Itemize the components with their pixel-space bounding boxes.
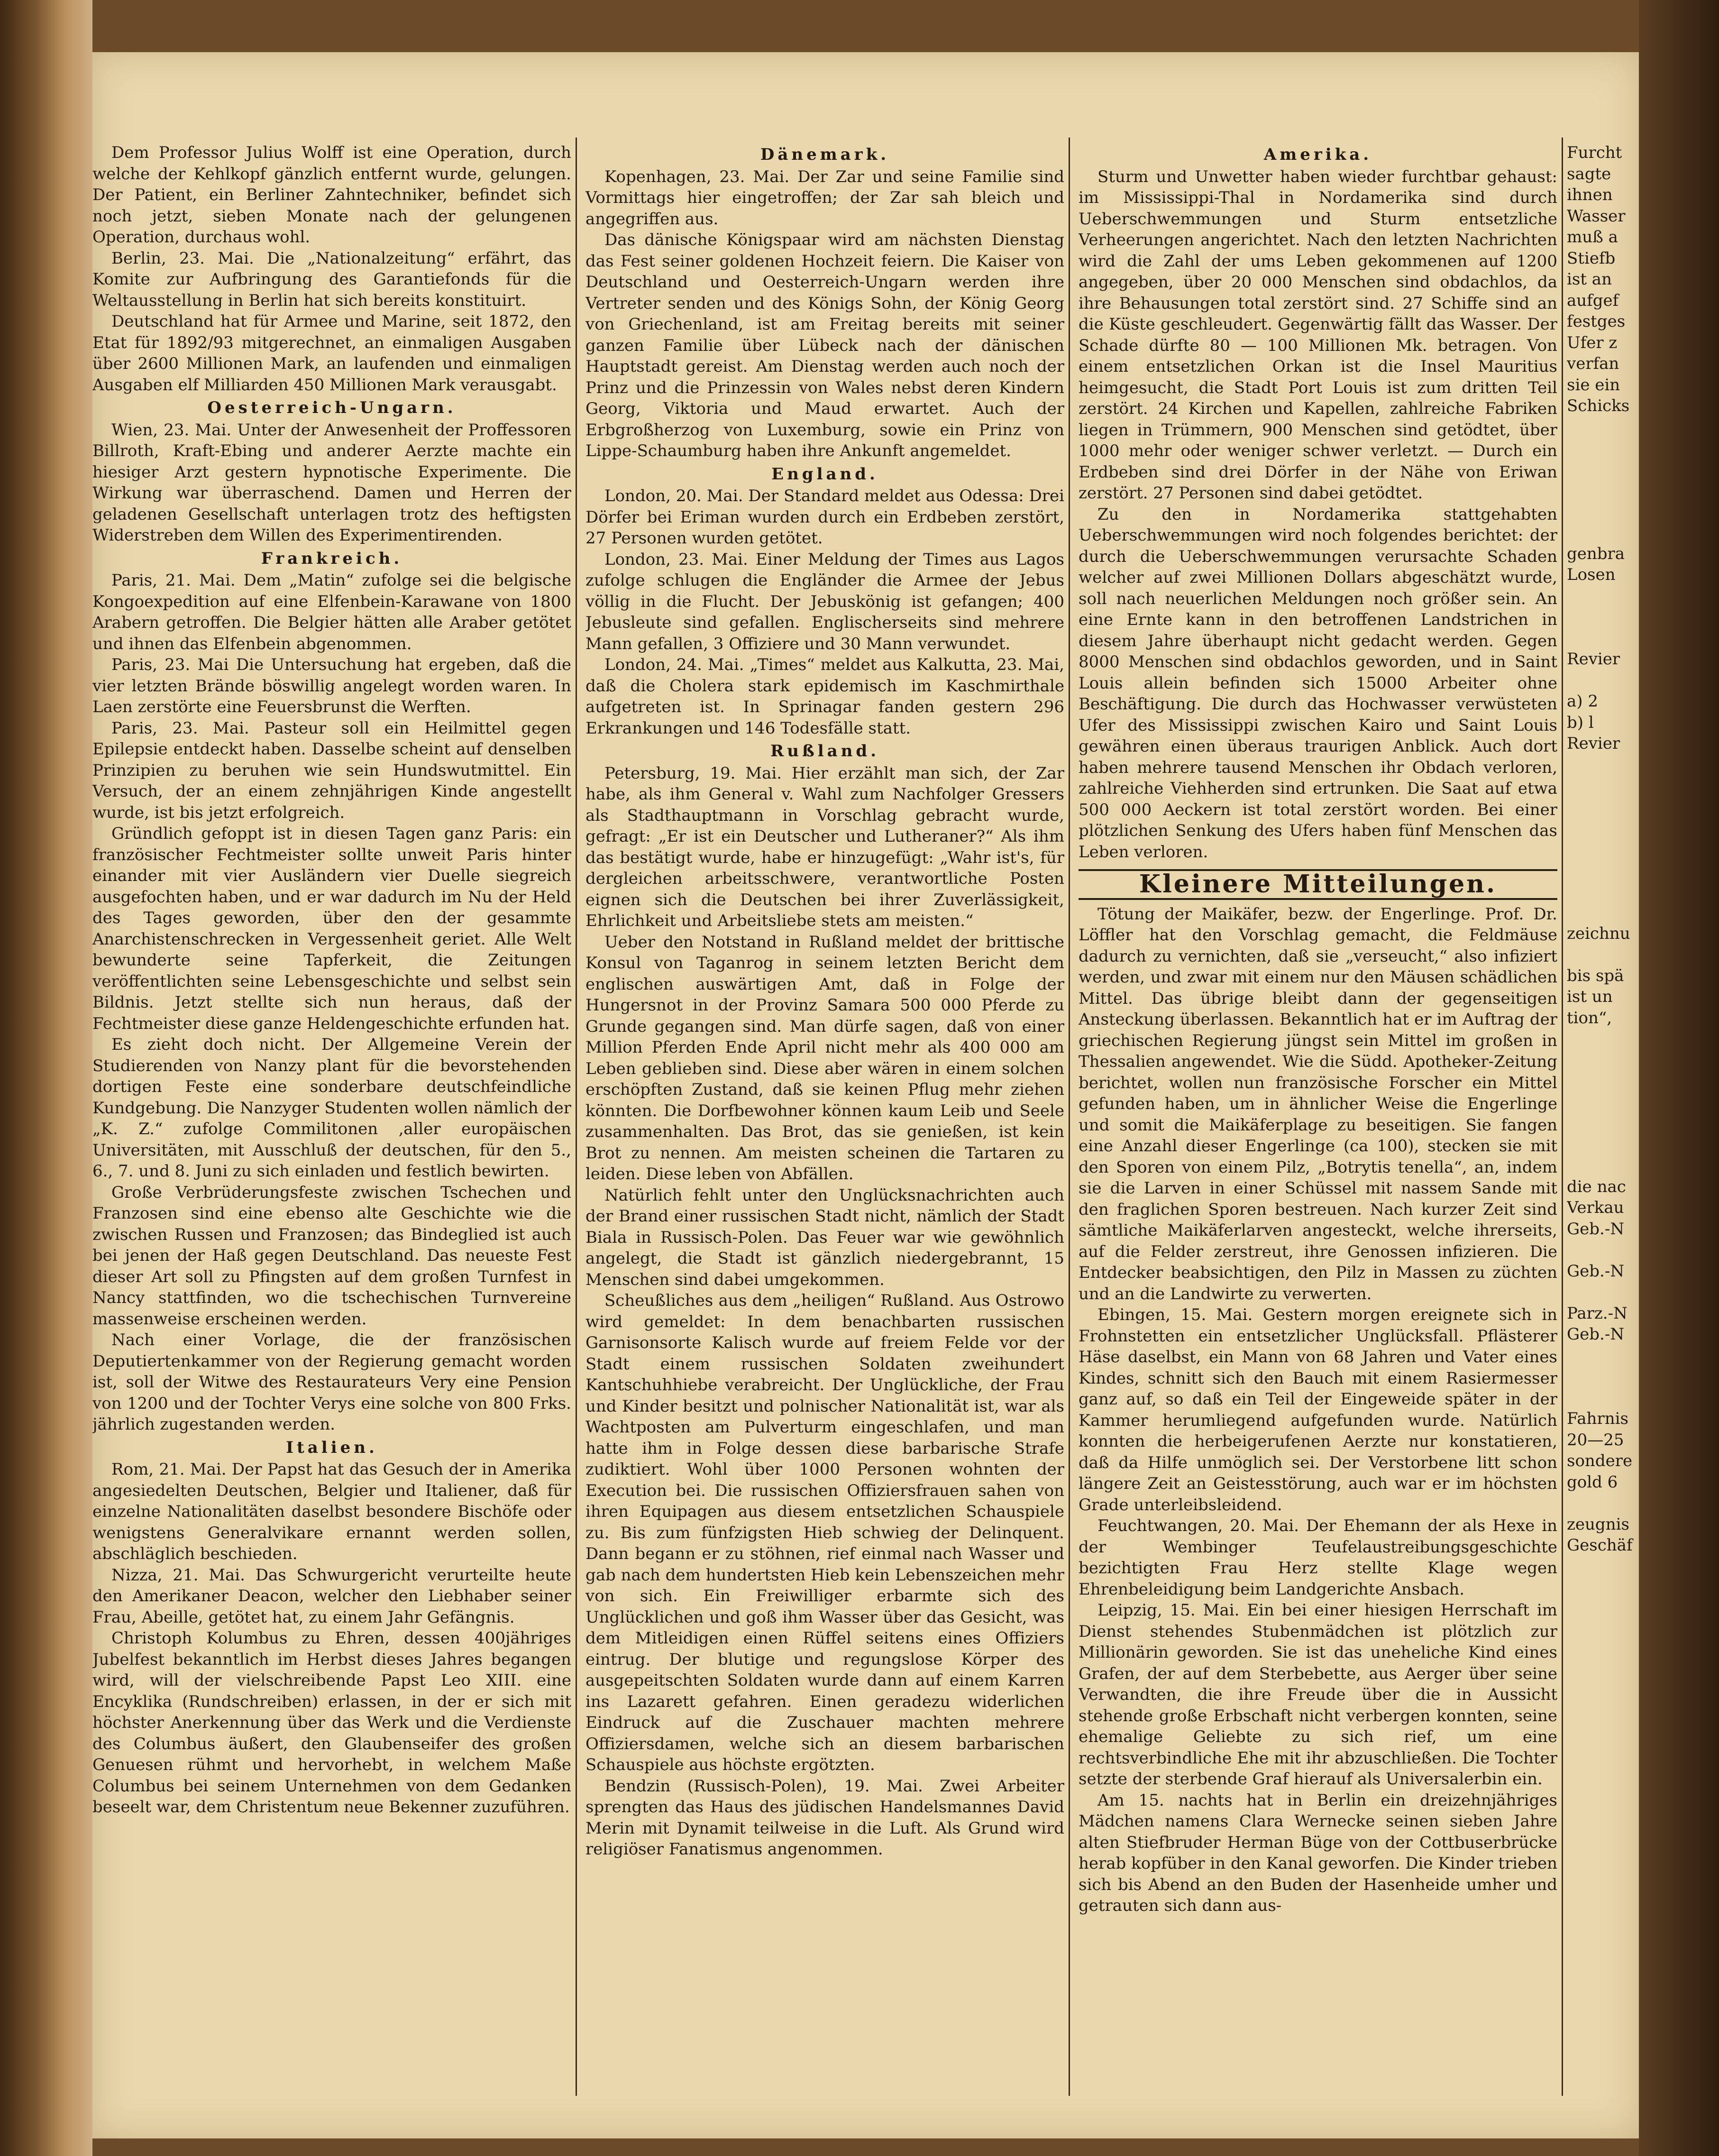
fragment-line: Geb.-N bbox=[1567, 1219, 1625, 1239]
article-paragraph: Zu den in Nordamerika stattgehabten Ueberschwemmungen wird noch folgendes berichtet: der durch die Ueberschwemmungen verursachte Schaden welcher auf zwei Millionen Dollars abgeschätzt wurde, soll nach neuerlichen Meldungen noch größer sein. An eine Ernte kann in den betroffenen Landstrichen in diesem Jahre überhaupt nicht gedacht werden. Gegen 8000 Menschen sind obdachlos geworden, und in Saint Louis allein befinden sich 15000 Arbeiter ohne Beschäftigung. Die durch das Hochwasser verwüsteten Ufer des Mississippi zwischen Kairo und Saint Louis gewähren einen überaus traurigen Anblick. Auch dort haben mehrere tausend Menschen ihr Obdach verloren, zahlreiche Viehherden sind ertrunken. Die Saat auf etwa 500 000 Aeckern ist total zerstört worden. Bei einer plötzlichen Senkung des Ufers haben fünf Menschen das Leben verloren. bbox=[1079, 505, 1557, 862]
fragment-line: ist un bbox=[1567, 987, 1613, 1006]
fragment-line: zeichnu bbox=[1567, 924, 1630, 943]
article-paragraph: London, 20. Mai. Der Standard meldet aus Odessa: Drei Dörfer bei Eriman wurden durch ein Erdbeben zerstört, 27 Personen wurden getötet. bbox=[585, 486, 1064, 548]
fragment-line: verfan bbox=[1567, 354, 1619, 373]
article-paragraph: Bendzin (Russisch-Polen), 19. Mai. Zwei Arbeiter sprengten das Haus des jüdischen Handelsmannes David Merin mit Dynamit teilweise in die Luft. Als Grund wird religiöser Fanatismus angenommen. bbox=[585, 1776, 1064, 1859]
article-paragraph: Ueber den Notstand in Rußland meldet der brittische Konsul von Taganrog in seinem letzten Bericht dem englischen auswärtigen Amt, daß in Folge der Hungersnot in der Provinz Samara 500 000 Pferde zu Grunde gegangen sind. Man dürfe sagen, daß von einer Million Pferden Ende April nicht mehr als 400 000 am Leben geblieben sind. Diese aber wären in einem solchen erschöpften Zustand, daß sie keinen Pflug mehr ziehen könnten. Die Dorfbewohner können kaum Leib und Seele zusammenhalten. Das Brot, das sie genießen, ist kein Brot zu nennen. Am meisten scheinen die Tartaren zu leiden. Diese leben von Abfällen. bbox=[585, 932, 1064, 1184]
book-spine bbox=[0, 0, 92, 2156]
section-heading: Amerika. bbox=[1263, 145, 1372, 164]
column-divider bbox=[576, 138, 577, 2096]
fragment-line bbox=[1567, 438, 1639, 459]
fragment-line bbox=[1567, 775, 1639, 797]
fragment-line: Wasser bbox=[1567, 206, 1626, 226]
article-paragraph: Nach einer Vorlage, die der französischen Deputiertenkammer von der Regierung gemacht worden ist, soll der Witwe des Restaurateurs Very eine Pension von 1200 und der Tochter Verys eine solche von 800 Frks. jährlich zugestanden werden. bbox=[92, 1330, 571, 1434]
fragment-line: Schicks bbox=[1567, 396, 1630, 415]
fragment-line: genbra bbox=[1567, 544, 1625, 563]
fragment-line bbox=[1567, 1092, 1639, 1113]
fragment-line bbox=[1567, 670, 1639, 691]
fragment-line: Losen bbox=[1567, 565, 1616, 584]
article-paragraph: Paris, 23. Mai. Pasteur soll ein Heilmittel gegen Epilepsie entdeckt haben. Dasselbe scheint auf denselben Prinzipien zu beruhen wie sein Hundswutmittel. Ein Versuch, der an einem zehnjährigen Kinde angestellt wurde, ist bis jetzt erfolgreich. bbox=[92, 718, 571, 822]
section-heading: Oesterreich-Ungarn. bbox=[207, 398, 457, 417]
fragment-line bbox=[1567, 754, 1639, 776]
article-paragraph: Nizza, 21. Mai. Das Schwurgericht verurteilte heute den Amerikaner Deacon, welcher den Liebhaber seiner Frau, Abeille, getötet hat, zu einem Jahr Gefängnis. bbox=[92, 1565, 571, 1627]
fragment-line: muß a bbox=[1567, 228, 1618, 247]
article-paragraph: Scheußliches aus dem „heiligen“ Rußland. Aus Ostrowo wird gemeldet: In dem benachbarten russischen Garnisonsorte Kalisch wurde auf freiem Felde vor der Stadt einem russischen Soldaten zweihundert Kantschuhhiebe verabreicht. Der Unglückliche, der Frau und Kinder besitzt und polnischer Nationalität ist, war als Wachtposten am Pulverturm eingeschlafen, und man hatte ihm in Folge dessen diese barbarische Strafe zudiktiert. Wohl über 1000 Personen wohnten der Execution bei. Die russischen Offiziersfrauen sahen von ihren Equipagen aus diesem entsetzlichen Schauspiele zu. Bis zum fünfzigsten Hieb schwieg der Delinquent. Dann begann er zu stöhnen, rief einmal nach Wasser und gab nach dem hundertsten Hieb kein Lebenszeichen mehr von sich. Ein Freiwilliger erbarmte sich des Unglücklichen und goß ihm Wasser über das Gesicht, was dem Mitleidigen einen Rüffel seitens eines Offiziers eintrug. Der blutige und regungslose Körper des ausgepeitschten Soldaten wurde dann auf einem Karren ins Lazarett gefahren. Einen geradezu widerlichen Eindruck auf die Zuschauer machten mehrere Offiziersdamen, welche sich an diesem barbarischen Schauspiele aus höchste ergötzten. bbox=[585, 1291, 1064, 1774]
fragment-line bbox=[1567, 459, 1639, 480]
fragment-line: Revier bbox=[1567, 650, 1620, 669]
section-heading: Rußland. bbox=[770, 742, 880, 761]
fragment-line bbox=[1567, 501, 1639, 523]
fragment-line: Fahrnis bbox=[1567, 1409, 1628, 1428]
fragment-line bbox=[1567, 628, 1639, 649]
fragment-line: tion“, bbox=[1567, 1008, 1612, 1028]
fragment-line: Geschäf bbox=[1567, 1536, 1633, 1555]
fragment-line bbox=[1567, 1387, 1639, 1409]
fragment-line bbox=[1567, 522, 1639, 543]
fragment-line: Ufer z bbox=[1567, 333, 1618, 352]
article-paragraph: London, 24. Mai. „Times“ meldet aus Kalkutta, 23. Mai, daß die Cholera stark epidemisch im Kaschmirthale aufgetreten ist. In Sprinagar fanden gestern 296 Erkrankungen und 146 Todesfälle statt. bbox=[585, 655, 1064, 738]
fragment-line bbox=[1567, 1366, 1639, 1387]
section-heading: England. bbox=[771, 464, 878, 484]
fragment-line bbox=[1567, 1071, 1639, 1092]
fragment-line: ist an bbox=[1567, 270, 1612, 289]
fragment-line bbox=[1567, 817, 1639, 839]
fragment-line bbox=[1567, 1345, 1639, 1367]
fragment-line: a) 2 bbox=[1567, 692, 1598, 711]
fragment-line bbox=[1567, 860, 1639, 881]
section-heading: Italien. bbox=[286, 1438, 378, 1457]
fragment-line: Furcht bbox=[1567, 143, 1622, 162]
article-paragraph: Berlin, 23. Mai. Die „Nationalzeitung“ erfährt, das Komite zur Aufbringung des Garantiefonds für die Weltausstellung in Berlin hat sich bereits konstituirt. bbox=[92, 248, 571, 310]
fragment-line bbox=[1567, 1050, 1639, 1071]
fragment-line: Stiefb bbox=[1567, 248, 1616, 268]
fragment-line bbox=[1567, 797, 1639, 818]
fragment-line bbox=[1567, 902, 1639, 923]
fragment-line bbox=[1567, 839, 1639, 860]
article-paragraph: Dem Professor Julius Wolff ist eine Operation, durch welche der Kehlkopf gänzlich entfernt wurde, gelungen. Der Patient, ein Berliner Zahntechniker, befindet sich noch jetzt, sieben Monate nach der gelungenen Operation, durchaus wohl. bbox=[92, 143, 571, 247]
fragment-line: sagte bbox=[1567, 164, 1611, 183]
article-paragraph: Paris, 21. Mai. Dem „Matin“ zufolge sei die belgische Kongoexpedition auf eine Elfenbein-Karawane von 1800 Arabern getroffen. Die Belgier hätten alle Araber getötet und ihnen das Elfenbein abgenommen. bbox=[92, 571, 571, 653]
article-paragraph: Kopenhagen, 23. Mai. Der Zar und seine Familie sind Vormittags hier eingetroffen; der Zar sah bleich und angegriffen aus. bbox=[585, 167, 1064, 229]
article-paragraph: Petersburg, 19. Mai. Hier erzählt man sich, der Zar habe, als ihm General v. Wahl zum Nachfolger Gressers als Stadthauptmann in Vorschlag gebracht wurde, gefragt: „Er ist ein Deutscher und Lutheraner?“ Als ihm das bestätigt wurde, habe er hinzugefügt: „Wahr ist's, für dergleichen arbeitsschwere, verantwortliche Posten eignen sich die Deutschen bei ihrer Zuverlässigkeit, Ehrlichkeit und Arbeitsliebe stets am meisten.“ bbox=[585, 763, 1064, 930]
column-divider bbox=[1562, 138, 1563, 2096]
fragment-line: Parz.-N bbox=[1567, 1303, 1628, 1323]
fragment-line: festges bbox=[1567, 312, 1626, 331]
article-paragraph: Ebingen, 15. Mai. Gestern morgen ereignete sich in Frohnstetten ein entsetzlicher Unglücksfall. Pflästerer Häse daselbst, ein Mann von 68 Jahren und Vater eines Kindes, schnitt sich den Bauch mit einem Rasiermesser ganz auf, so daß ein Teil der Eingeweide später in der Kammer herumliegend aufgefunden wurde. Natürlich konnten die herbeigerufenen Aerzte nur konstatieren, daß da Hilfe unmöglich sei. Der Verstorbene litt schon längere Zeit an Geistesstörung, auch war er im höchsten Grade unterleibsleidend. bbox=[1079, 1305, 1557, 1514]
article-paragraph: Sturm und Unwetter haben wieder furchtbar gehaust: im Mississippi-Thal in Nordamerika sind durch Ueberschwemmungen und Sturm entsetzliche Verheerungen angerichtet. Nach den letzten Nachrichten wird die Zahl der ums Leben gekommenen auf 1200 angegeben, über 20 000 Menschen sind obdachlos, da ihre Behausungen total zerstört sind. 27 Schiffe sind an die Küste geschleudert. Gegenwärtig fällt das Wasser. Der Schade dürfte 80 — 100 Millionen Mk. betragen. Von einem entsetzlichen Orkan ist die Insel Mauritius heimgesucht, die Stadt Port Louis ist zum dritten Teil zerstört. 24 Kirchen und Kapellen, zahlreiche Fabriken liegen in Trümmern, 900 Menschen sind getödtet, über 1000 mehr oder weniger schwer verletzt. — Durch ein Erdbeben sind drei Dörfer in der Nähe von Eriwan zerstört. 27 Personen sind dabei getödtet. bbox=[1079, 167, 1557, 503]
article-paragraph: Rom, 21. Mai. Der Papst hat das Gesuch der in Amerika angesiedelten Deutschen, Belgier und Italiener, daß für einzelne Nationalitäten daselbst besondere Bischöfe oder wenigstens Generalvikare ernannt werden sollen, abschläglich beschieden. bbox=[92, 1460, 571, 1563]
article-paragraph: Große Verbrüderungsfeste zwischen Tschechen und Franzosen sind eine ebenso alte Geschichte wie die zwischen Russen und Franzosen; das Bindeglied ist auch bei jenen der Haß gegen Deutschland. Das neueste Fest dieser Art soll zu Pfingsten auf dem großen Turnfest in Nancy stattfinden, wo die tschechischen Turnvereine massenweise erscheinen werden. bbox=[92, 1183, 571, 1329]
fragment-line bbox=[1567, 1155, 1639, 1176]
fragment-line bbox=[1567, 881, 1639, 902]
article-paragraph: Es zieht doch nicht. Der Allgemeine Verein der Studierenden von Nanzy plant für die bevorstehenden dortigen Feste eine sonderbare deutschfeindliche Kundgebung. Die Nanzyger Studenten wollen nämlich der „K. Z.“ zufolge Commilitonen ‚aller europäischen Universitäten, mit Ausschluß der deutschen, für den 5., 6., 7. und 8. Juni zu sich einladen und festlich bewirten. bbox=[92, 1035, 571, 1181]
fragment-line bbox=[1567, 586, 1639, 607]
article-paragraph: Natürlich fehlt unter den Unglücksnachrichten auch der Brand einer russischen Stadt nicht, nämlich der Stadt Biala in Russisch-Polen. Das Feuer war wie gewöhnlich angelegt, die Stadt ist gänzlich niedergebrannt, 15 Menschen sind dabei umgekommen. bbox=[585, 1185, 1064, 1289]
fragment-line bbox=[1567, 1113, 1639, 1134]
fragment-line: 20—25 bbox=[1567, 1430, 1624, 1450]
article-column-3 bbox=[1079, 142, 1557, 2086]
section-heading: Frankreich. bbox=[261, 549, 403, 568]
fragment-line: sie ein bbox=[1567, 375, 1620, 395]
next-page-fragment bbox=[1567, 142, 1639, 2086]
article-paragraph: Gründlich gefoppt ist in diesen Tagen ganz Paris: ein französischer Fechtmeister sollte unweit Paris hinter einander mit vier Ausländern vier Duelle siegreich ausgefochten haben, und er war dadurch im Nu der Held des Tages geworden, über den der gesammte Anarchistenschrecken in Vergessenheit geriet. Alle Welt bewunderte seine Tapferkeit, die Zeitungen veröffentlichten seine Lebensgeschichte und selbst sein Bildnis. Jetzt stellte sich nun heraus, daß der Fechtmeister diese ganze Heldengeschichte erfunden hat. bbox=[92, 824, 571, 1033]
fragment-line bbox=[1567, 1134, 1639, 1156]
article-paragraph: Feuchtwangen, 20. Mai. Der Ehemann der als Hexe in der Wembinger Teufelaustreibungsgeschichte bezichtigten Frau Herz stellte Klage wegen Ehrenbeleidigung beim Landgerichte Ansbach. bbox=[1079, 1516, 1557, 1599]
article-paragraph: Wien, 23. Mai. Unter der Anwesenheit der Proffessoren Billroth, Kraft-Ebing und anderer Aerzte machte ein hiesiger Arzt gestern hypnotische Experimente. Die Wirkung war überraschend. Damen und Herren der geladenen Gesellschaft unterlagen trotz des heftigsten Widerstreben dem Willen des Experimentirenden. bbox=[92, 420, 571, 545]
fragment-line: sondere bbox=[1567, 1451, 1633, 1470]
article-paragraph: Tötung der Maikäfer, bezw. der Engerlinge. Prof. Dr. Löffler hat den Vorschlag gemacht, die Feldmäuse dadurch zu vernichten, daß sie „verseucht,“ also infiziert werden, und zwar mit einem nur den Mäusen schädlichen Mittel. Das übrige bleibt dann der gegenseitigen Ansteckung überlassen. Bekanntlich hat er im Auftrag der griechischen Regierung jüngst sein Mittel im großen in Thessalien angewendet. Wie die Südd. Apotheker-Zeitung berichtet, wollen nun französische Forscher ein Mittel gefunden haben, um in ähnlicher Weise die Engerlinge und somit die Maikäferplage zu beseitigen. Sie fangen eine Anzahl dieser Engerlinge (ca 100), stecken sie mit den Sporen von einem Pilz, „Botrytis tenella“, an, indem sie die Larven in einer Schüssel mit nassem Sande mit den fraglichen Sporen bestreuen. Nach kurzer Zeit sind sämtliche Maikäferlarven angesteckt, welche ihrerseits, auf die Felder zerstreut, ihre Genossen infizieren. Die Entdecker beabsichtigen, den Pilz in Massen zu züchten und an die Landwirte zu verwerten. bbox=[1079, 904, 1557, 1303]
fragment-line bbox=[1567, 944, 1639, 965]
fragment-line: Geb.-N bbox=[1567, 1325, 1625, 1344]
fragment-line bbox=[1567, 1239, 1639, 1261]
fragment-line bbox=[1567, 1493, 1639, 1514]
fragment-line: Revier bbox=[1567, 734, 1620, 753]
fragment-line: gold 6 bbox=[1567, 1472, 1618, 1492]
column-divider bbox=[1069, 138, 1070, 2096]
fragment-line bbox=[1567, 417, 1639, 438]
article-column-2 bbox=[585, 142, 1064, 2086]
article-paragraph: Das dänische Königspaar wird am nächsten Dienstag das Fest seiner goldenen Hochzeit feiern. Die Kaiser von Deutschland und Oesterreich-Ungarn werden ihre Vertreter senden und des Königs Sohn, der König Georg von Griechenland, ist am Freitag bereits mit seiner ganzen Familie über Lübeck nach der dänischen Hauptstadt gereist. Am Dienstag werden auch noch der Prinz und die Prinzessin von Wales nebst deren Kindern Georg, Viktoria und Maud erwartet. Auch der Erbgroßherzog von Luxemburg, sowie ein Prinz von Lippe-Schaumburg haben ihre Ankunft angemeldet. bbox=[585, 230, 1064, 460]
article-column-1 bbox=[92, 142, 571, 2086]
fragment-line: bis spä bbox=[1567, 966, 1624, 985]
book-edge bbox=[1639, 0, 1719, 2156]
article-paragraph: Deutschland hat für Armee und Marine, seit 1872, den Etat für 1892/93 mitgerechnet, an einmaligen Ausgaben über 2600 Millionen Mark, an laufenden und einmaligen Ausgaben elf Milliarden 450 Millionen Mark verausgabt. bbox=[92, 312, 571, 395]
section-heading-boxed: Kleinere Mitteilungen. bbox=[1079, 869, 1557, 900]
fragment-line: zeugnis bbox=[1567, 1514, 1629, 1534]
fragment-line: aufgef bbox=[1567, 291, 1619, 310]
article-paragraph: Am 15. nachts hat in Berlin ein dreizehnjähriges Mädchen namens Clara Wernecke seinen sieben Jahre alten Stiefbruder Herman Büge von der Cottbuserbrücke herab kopfüber in den Kanal geworfen. Die Kinder trieben sich bis Abend an den Buden der Hasenheide umher und getrauten sich dann aus- bbox=[1079, 1790, 1557, 1915]
fragment-line: Geb.-N bbox=[1567, 1261, 1625, 1281]
fragment-line: ihnen bbox=[1567, 185, 1613, 204]
fragment-line bbox=[1567, 606, 1639, 628]
article-paragraph: London, 23. Mai. Einer Meldung der Times aus Lagos zufolge schlugen die Engländer die Armee der Jebus völlig in die Flucht. Der Jebuskönig ist gefangen; 400 Jebusleute sind gefallen. Englischerseits sind mehrere Mann gefallen, 3 Offiziere und 30 Mann verwundet. bbox=[585, 550, 1064, 653]
fragment-line: b) l bbox=[1567, 713, 1594, 732]
article-paragraph: Leipzig, 15. Mai. Ein bei einer hiesigen Herrschaft im Dienst stehendes Stubenmädchen ist plötzlich zur Millionärin geworden. Sie ist das uneheliche Kind eines Grafen, der auf dem Sterbebette, aus Aerger über seine Verwandten, die ihre Freude über die in Aussicht stehende große Erbschaft nicht verbergen konnten, seine ehemalige Geliebte zu sich rief, um eine rechtsverbindliche Ehe mit ihr abzuschließen. Die Tochter setzte der sterbende Graf hierauf als Universalerbin ein. bbox=[1079, 1601, 1557, 1789]
fragment-line: Verkau bbox=[1567, 1198, 1624, 1217]
fragment-line bbox=[1567, 1282, 1639, 1303]
article-paragraph: Christoph Kolumbus zu Ehren, dessen 400jähriges Jubelfest bekanntlich im Herbst dieses Jahres begangen wird, will der vielschreibende Papst Leo XIII. eine Encyklika (Rundschreiben) erlassen, in der er sich mit höchster Anerkennung über das Werk und die Verdienste des Columbus äußert, den Glaubenseifer des großen Genuesen rühmt und hervorhebt, in welchem Maße Columbus bei seinem Unternehmen von dem Gedanken beseelt war, dem Christentum neue Bekenner zuzuführen. bbox=[92, 1629, 571, 1817]
fragment-line: die nac bbox=[1567, 1177, 1626, 1196]
fragment-line bbox=[1567, 1028, 1639, 1050]
article-paragraph: Paris, 23. Mai Die Untersuchung hat ergeben, daß die vier letzten Brände böswillig angelegt worden waren. In Laen zerstörte eine Feuersbrunst die Werften. bbox=[92, 655, 571, 716]
section-heading: Dänemark. bbox=[760, 145, 890, 164]
fragment-line bbox=[1567, 480, 1639, 501]
